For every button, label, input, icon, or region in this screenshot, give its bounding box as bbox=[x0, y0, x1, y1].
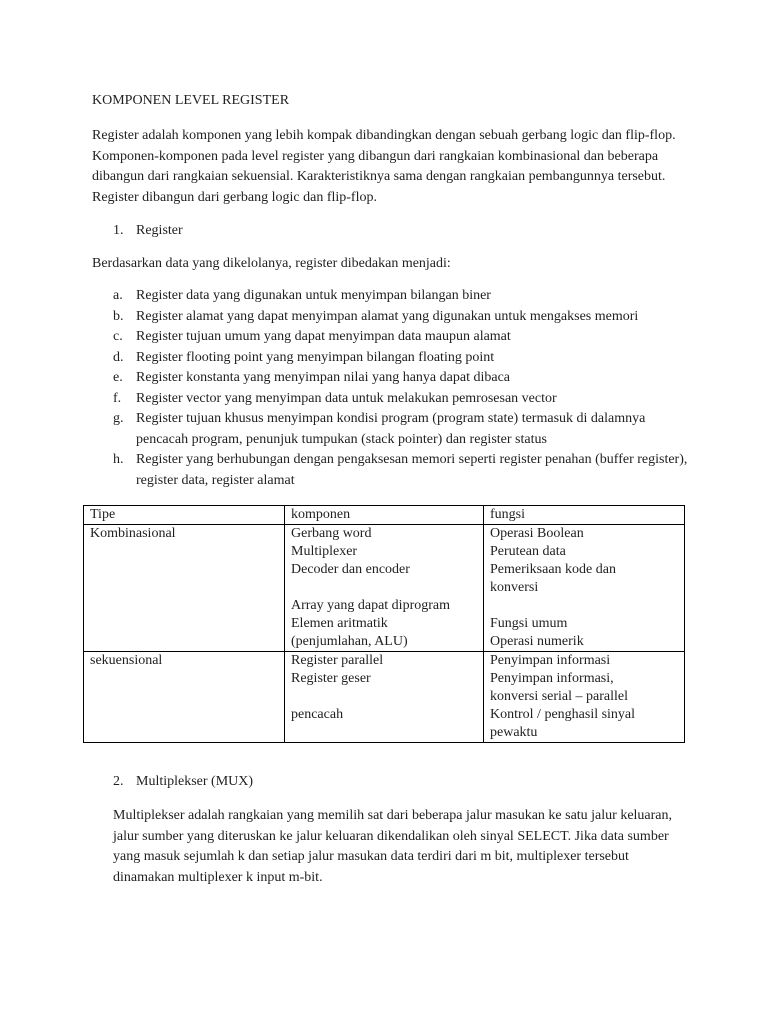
list-letter: e. bbox=[113, 370, 123, 385]
list-text: Register tujuan khusus menyimpan kondisi program (program state) termasuk di dalamnya pencacah program, penunjuk tumpukan (stack pointer) dan register status bbox=[136, 411, 646, 447]
section-1-label: Register bbox=[136, 223, 183, 238]
table-cell-fungsi bbox=[484, 652, 685, 743]
table-cell-tipe: sekuensional bbox=[84, 652, 285, 743]
cell-line: Fungsi umum bbox=[490, 616, 568, 631]
cell-line: Operasi Boolean bbox=[490, 526, 584, 541]
cell-line bbox=[490, 597, 678, 615]
list-item bbox=[113, 307, 693, 328]
list-text: Register tujuan umum yang dapat menyimpan data maupun alamat bbox=[136, 329, 511, 344]
section-1-title bbox=[113, 221, 183, 242]
register-types-lead: Berdasarkan data yang dikelolanya, register dibedakan menjadi: bbox=[92, 256, 451, 271]
register-components-table bbox=[83, 505, 685, 743]
cell-line: konversi bbox=[490, 580, 539, 595]
list-letter: g. bbox=[113, 411, 124, 426]
cell-line: Decoder dan encoder bbox=[291, 562, 410, 577]
cell-line: pencacah bbox=[291, 707, 344, 722]
list-letter: a. bbox=[113, 288, 123, 303]
section-2-label: Multiplekser (MUX) bbox=[136, 774, 254, 789]
list-text: Register vector yang menyimpan data untuk melakukan pemrosesan vector bbox=[136, 390, 557, 406]
list-text: Register alamat yang dapat menyimpan alamat yang digunakan untuk mengakses memori bbox=[136, 308, 639, 324]
list-item bbox=[113, 348, 693, 369]
section-2-title bbox=[113, 772, 253, 793]
cell-line: Operasi numerik bbox=[490, 634, 584, 649]
cell-line: Register geser bbox=[291, 671, 371, 686]
table-header-row bbox=[84, 506, 685, 525]
list-letter: f. bbox=[113, 390, 122, 406]
table-cell-fungsi bbox=[484, 525, 685, 652]
cell-line bbox=[291, 579, 477, 597]
list-text: Register flooting point yang menyimpan bilangan floating point bbox=[136, 349, 495, 365]
list-item bbox=[113, 368, 693, 389]
table-header-cell: komponen bbox=[285, 506, 484, 525]
cell-line: Penyimpan informasi, bbox=[490, 671, 614, 686]
table-header-cell: fungsi bbox=[484, 506, 685, 525]
cell-line: Pemeriksaan kode dan bbox=[490, 562, 616, 577]
list-letter: c. bbox=[113, 329, 123, 344]
section-2-number: 2. bbox=[113, 774, 124, 789]
cell-line: Penyimpan informasi bbox=[490, 653, 611, 668]
cell-line: pewaktu bbox=[490, 725, 538, 740]
list-letter: d. bbox=[113, 349, 124, 365]
table-cell-komponen bbox=[285, 652, 484, 743]
table-cell-tipe: Kombinasional bbox=[84, 525, 285, 652]
intro-paragraph: Register adalah komponen yang lebih kompak dibandingkan dengan sebuah gerbang logic dan flip-flop. Komponen-komponen pada level register yang dibangun dari rangkaian kombinasional dan beberapa dibangun dari rangkaian sekuensial. Karakteristiknya sama dengan rangkaian pembangunnya tersebut. Register dibangun dari gerbang logic dan flip-flop. bbox=[92, 128, 676, 205]
list-item bbox=[113, 389, 693, 410]
list-letter: b. bbox=[113, 308, 124, 324]
table-row bbox=[84, 652, 685, 743]
list-text: Register yang berhubungan dengan pengaksesan memori seperti register penahan (buffer register), register data, register alamat bbox=[136, 452, 688, 488]
list-text: Register data yang digunakan untuk menyimpan bilangan biner bbox=[136, 288, 491, 303]
list-item bbox=[113, 327, 693, 348]
cell-line: Gerbang word bbox=[291, 526, 372, 541]
cell-line: Multiplexer bbox=[291, 544, 358, 559]
cell-line bbox=[291, 688, 477, 706]
table-header-cell: Tipe bbox=[84, 506, 285, 525]
list-item bbox=[113, 286, 693, 307]
cell-line: Register parallel bbox=[291, 653, 384, 668]
cell-line: Array yang dapat diprogram bbox=[291, 598, 450, 613]
mux-paragraph: Multiplekser adalah rangkaian yang memilih sat dari beberapa jalur masukan ke satu jalur keluaran, jalur sumber yang diteruskan ke jalur keluaran dikendalikan oleh sinyal SELECT. Jika data sumber yang masuk sejumlah k dan setiap jalur masukan data terdiri dari m bit, multiplexer tersebut dinamakan multiplexer k input m-bit. bbox=[113, 808, 673, 885]
cell-line: Elemen aritmatik bbox=[291, 616, 388, 631]
document-heading: KOMPONEN LEVEL REGISTER bbox=[92, 93, 290, 108]
list-letter: h. bbox=[113, 452, 124, 467]
table-cell-komponen bbox=[285, 525, 484, 652]
list-item bbox=[113, 450, 693, 491]
register-types-list bbox=[113, 286, 693, 491]
cell-line: konversi serial – parallel bbox=[490, 689, 629, 704]
section-1-number: 1. bbox=[113, 223, 124, 238]
list-text: Register konstanta yang menyimpan nilai yang hanya dapat dibaca bbox=[136, 370, 510, 385]
cell-line: Kontrol / penghasil sinyal bbox=[490, 707, 636, 722]
cell-line: Perutean data bbox=[490, 544, 566, 559]
cell-line: (penjumlahan, ALU) bbox=[291, 634, 408, 649]
list-item bbox=[113, 409, 693, 450]
table-row bbox=[84, 525, 685, 652]
